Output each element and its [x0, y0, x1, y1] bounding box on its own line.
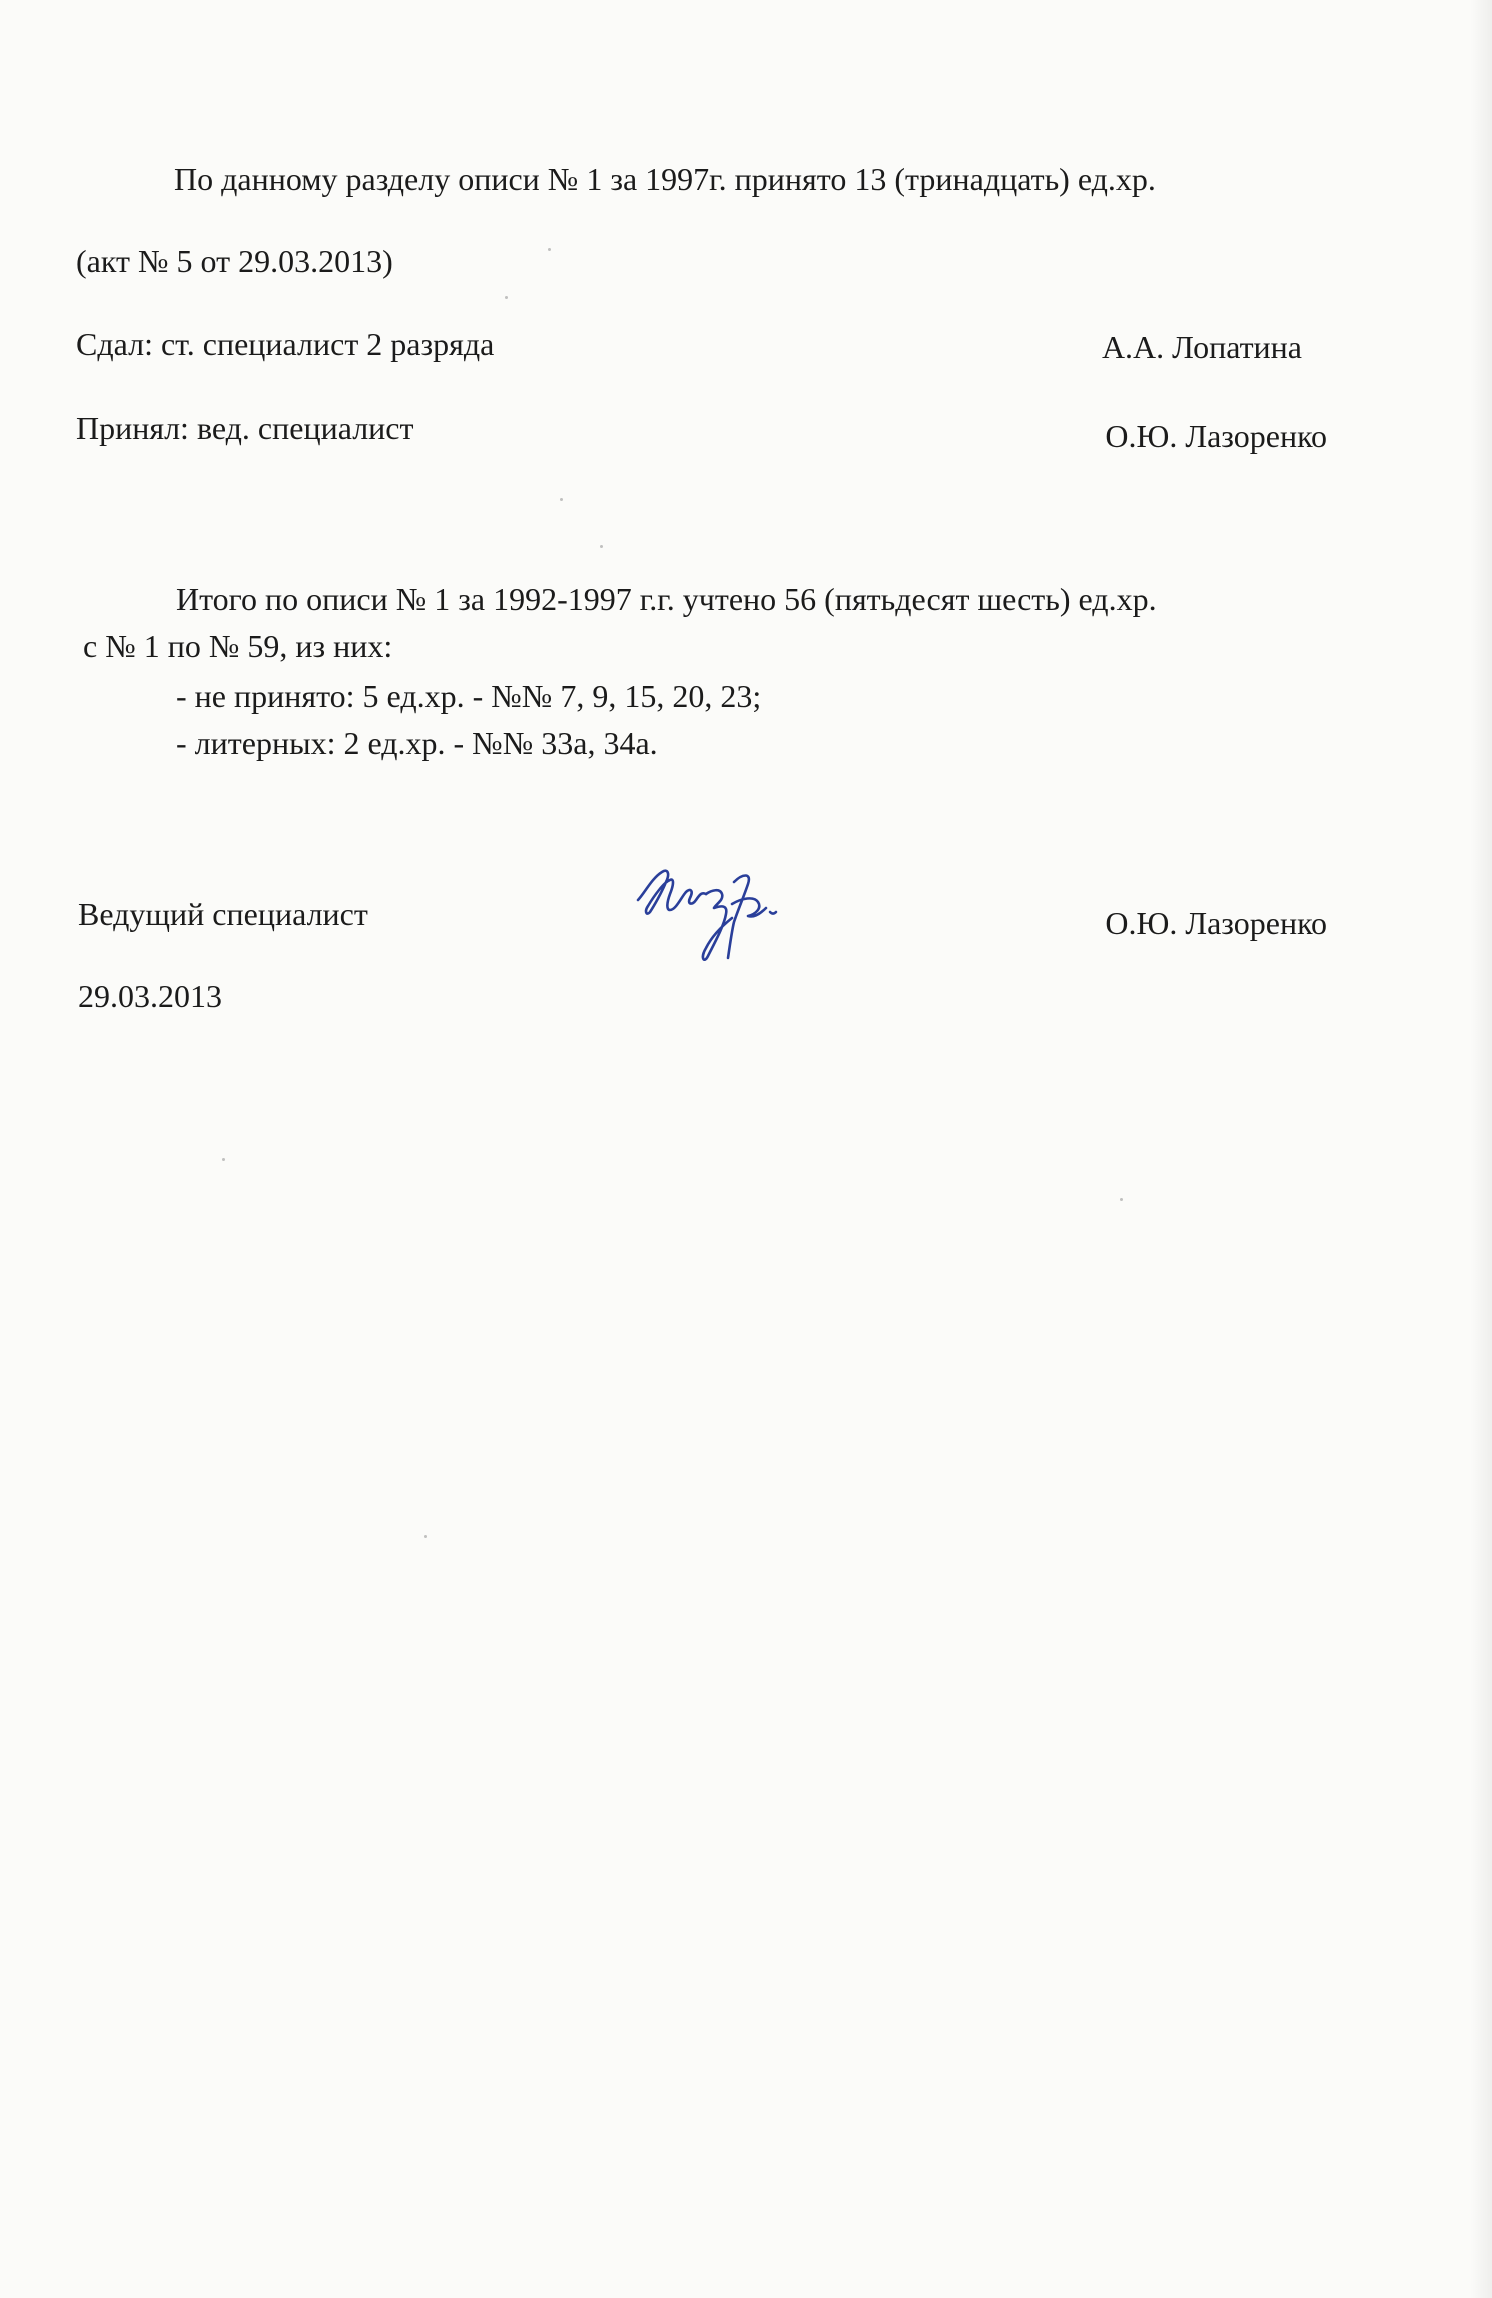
- summary-item-1: - не принято: 5 ед.хр. - №№ 7, 9, 15, 20, 23;: [176, 678, 762, 714]
- scan-speck: [548, 248, 551, 251]
- scan-speck: [560, 498, 563, 501]
- scan-speck: [1120, 1198, 1123, 1201]
- scan-speck: [505, 296, 508, 299]
- accepted-name: О.Ю. Лазоренко: [1105, 418, 1327, 454]
- scan-speck: [600, 545, 603, 548]
- summary-line-2: с № 1 по № 59, из них:: [83, 628, 393, 664]
- summary-line-1: Итого по описи № 1 за 1992-1997 г.г. учтено 56 (пятьдесят шесть) ед.хр.: [176, 581, 1157, 617]
- handed-over-name: А.А. Лопатина: [1101, 329, 1302, 365]
- signature-icon: [630, 848, 805, 968]
- scan-edge-shadow: [1470, 0, 1492, 2298]
- scan-speck: [424, 1535, 427, 1538]
- paragraph-1: По данному разделу описи № 1 за 1997г. принято 13 (тринадцать) ед.хр.: [174, 161, 1156, 197]
- act-reference: (акт № 5 от 29.03.2013): [76, 243, 393, 279]
- summary-item-2: - литерных: 2 ед.хр. - №№ 33а, 34а.: [176, 725, 658, 761]
- handed-over-label: Сдал: ст. специалист 2 разряда: [76, 326, 495, 362]
- footer-position: Ведущий специалист: [78, 896, 368, 932]
- accepted-label: Принял: вед. специалист: [76, 410, 414, 446]
- footer-name: О.Ю. Лазоренко: [1105, 905, 1327, 941]
- footer-date: 29.03.2013: [78, 978, 222, 1014]
- scan-speck: [222, 1158, 225, 1161]
